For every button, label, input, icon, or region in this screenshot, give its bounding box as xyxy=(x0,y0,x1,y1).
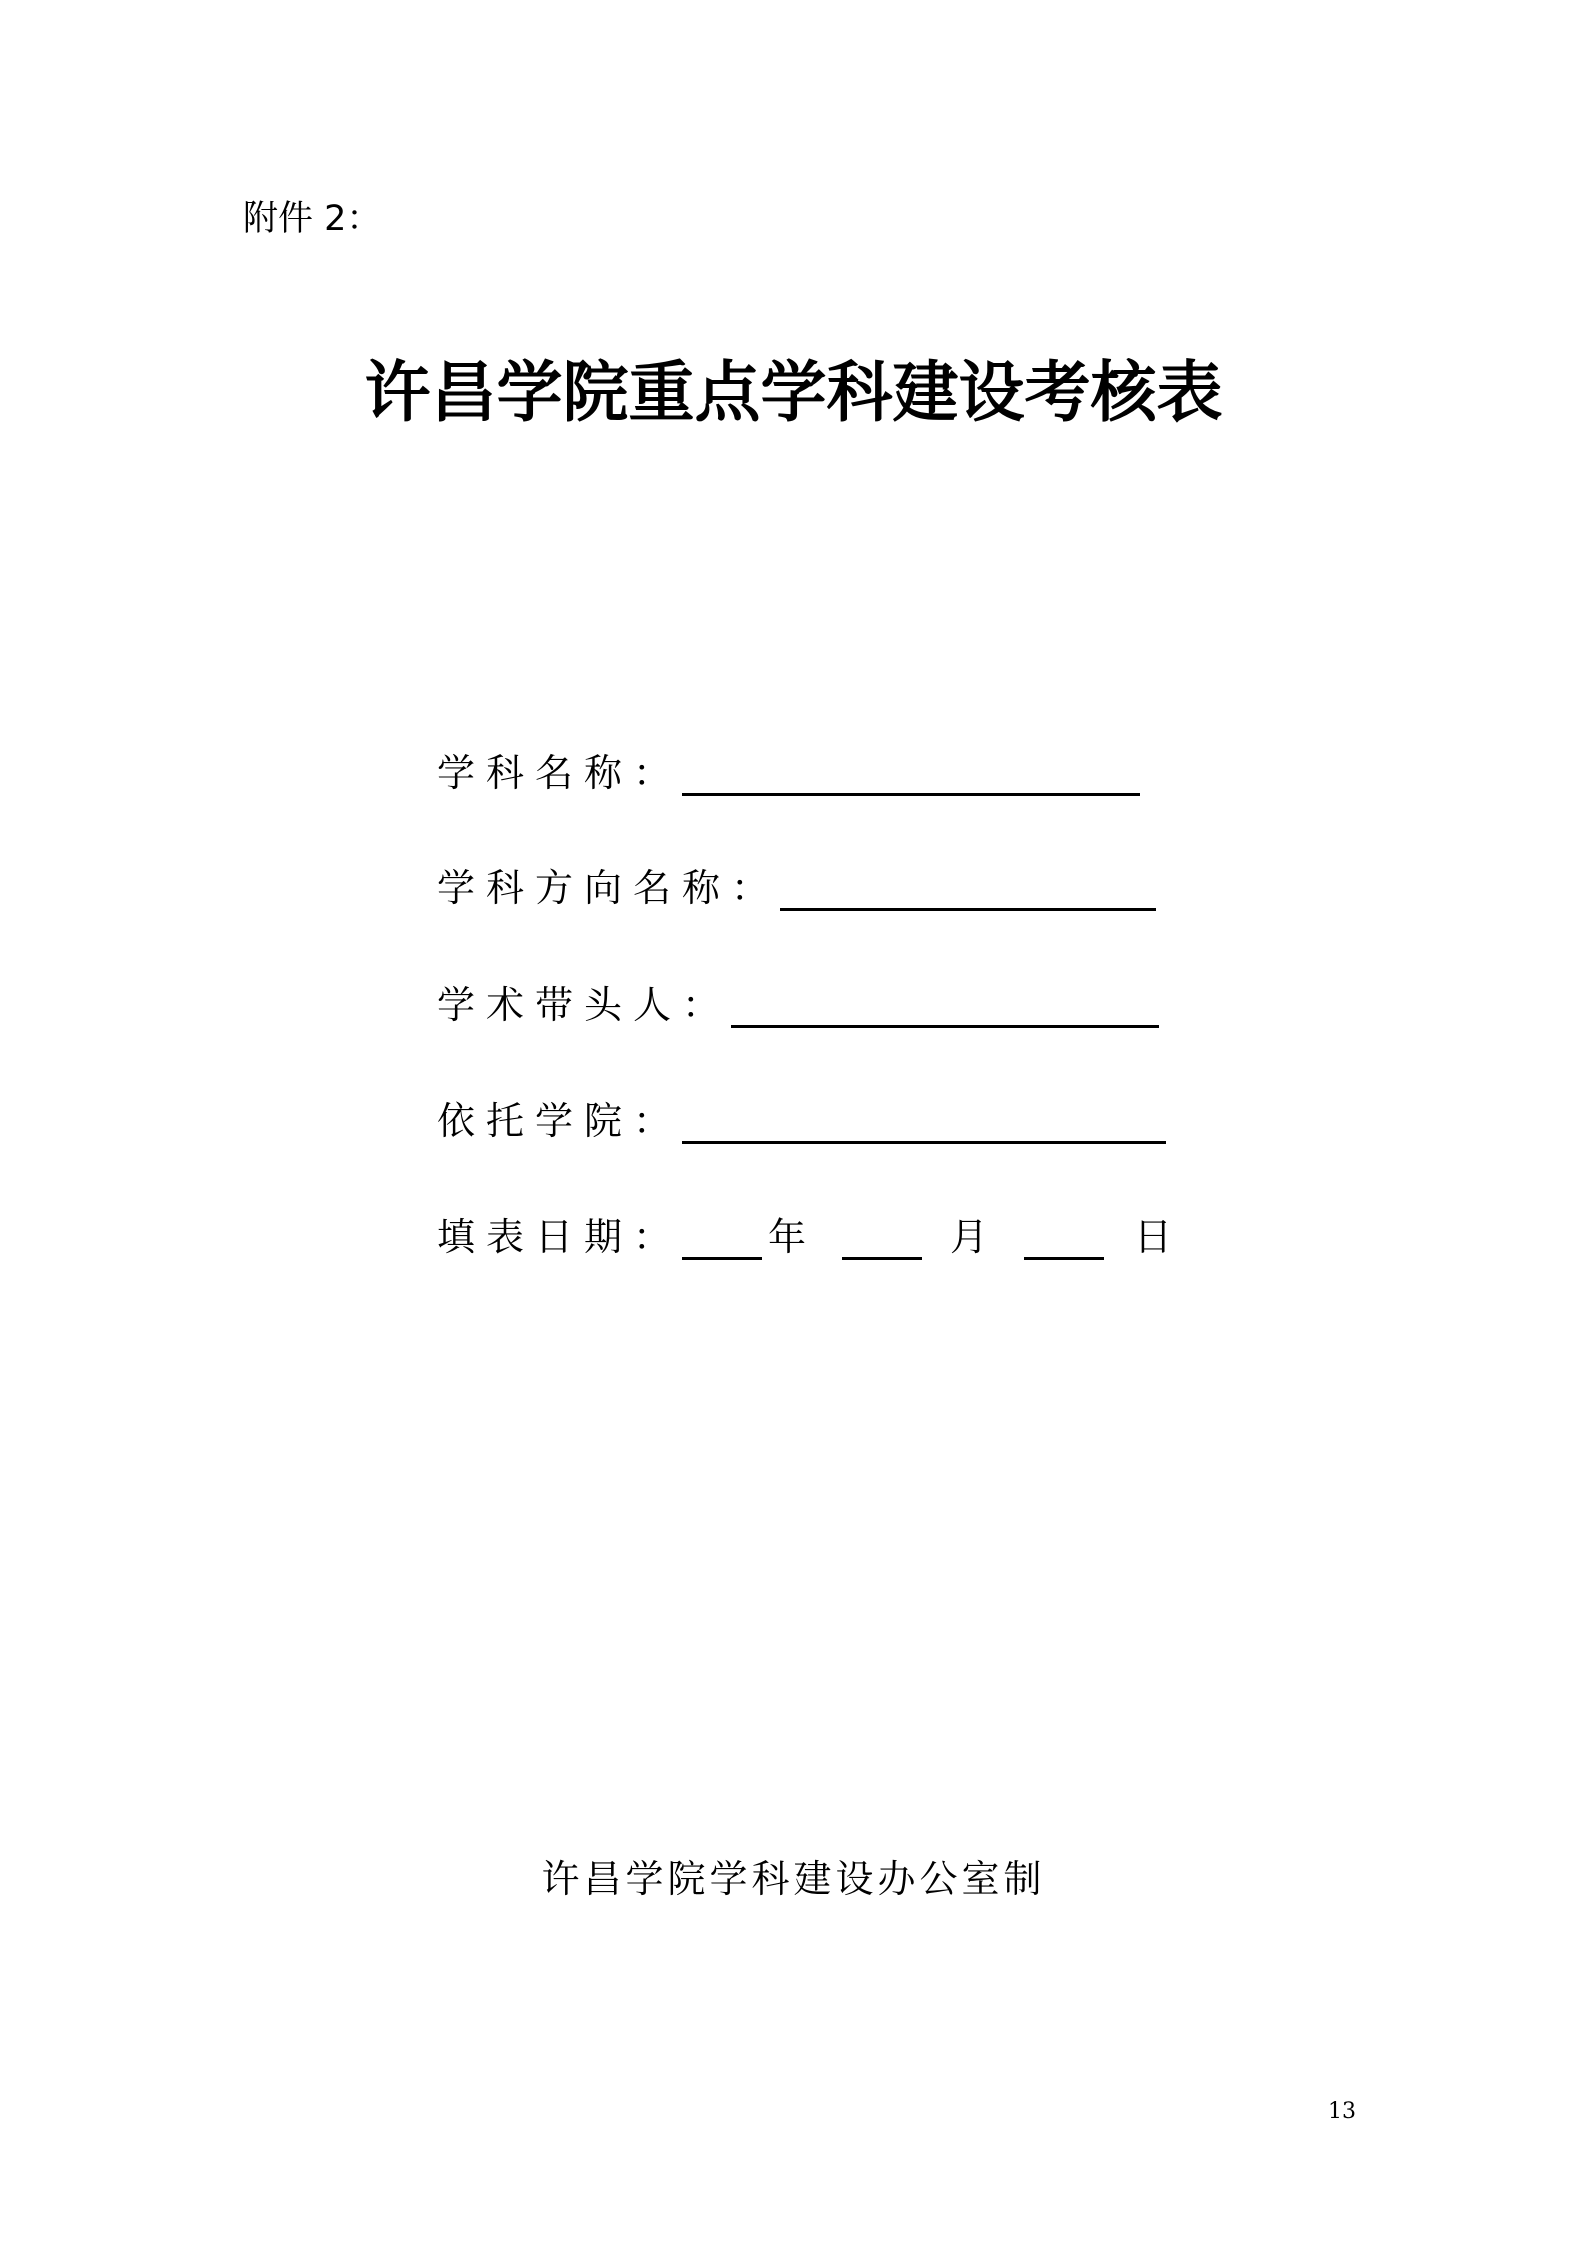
discipline-direction-field[interactable] xyxy=(780,864,1156,911)
day-field[interactable] xyxy=(1024,1213,1104,1260)
discipline-name-label: 学科名称： xyxy=(437,751,683,795)
year-unit-label: 年 xyxy=(768,1215,807,1259)
academic-leader-field[interactable] xyxy=(731,981,1159,1028)
fill-date-row xyxy=(437,1204,1172,1264)
month-field[interactable] xyxy=(842,1213,922,1260)
host-college-field[interactable] xyxy=(682,1097,1166,1144)
issuing-office: 许昌学院学科建设办公室制 xyxy=(541,1857,1046,1901)
host-college-label: 依托学院： xyxy=(437,1099,683,1143)
academic-leader-label: 学术带头人： xyxy=(437,983,732,1027)
year-field[interactable] xyxy=(682,1213,762,1260)
day-unit-label: 日 xyxy=(1134,1215,1173,1259)
month-unit-label: 月 xyxy=(950,1215,989,1259)
discipline-direction-label: 学科方向名称： xyxy=(437,866,781,910)
page-number: 13 xyxy=(1328,2099,1356,2124)
attachment-label: 附件 2： xyxy=(243,199,382,239)
discipline-direction-row xyxy=(437,855,1156,915)
academic-leader-row xyxy=(437,972,1159,1032)
discipline-name-field[interactable] xyxy=(682,749,1140,796)
host-college-row xyxy=(437,1088,1166,1148)
page-title: 许昌学院重点学科建设考核表 xyxy=(364,354,1223,431)
discipline-name-row xyxy=(437,740,1140,800)
fill-date-label: 填表日期： xyxy=(437,1215,683,1259)
